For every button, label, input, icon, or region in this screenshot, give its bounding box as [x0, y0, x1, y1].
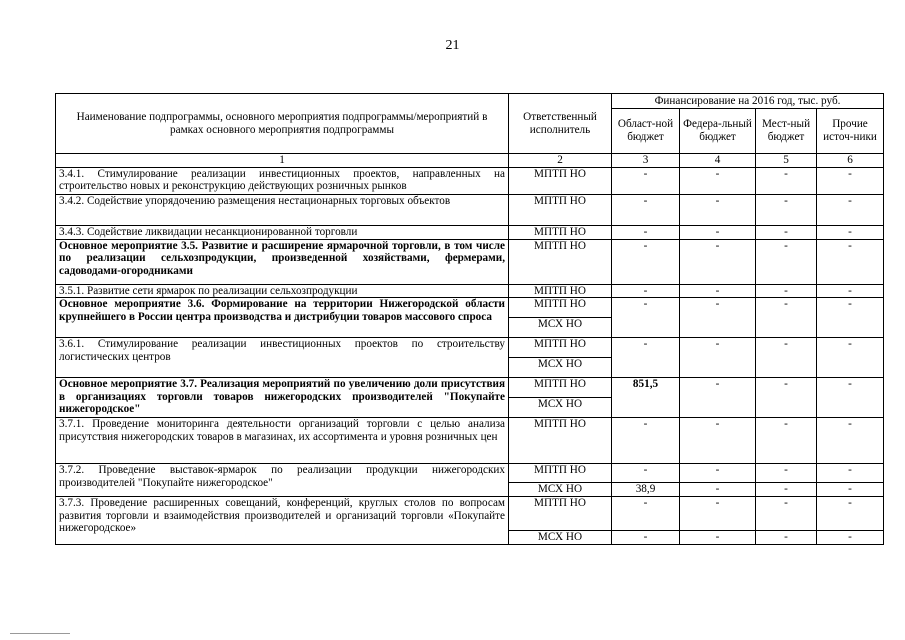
- row-value: -: [756, 497, 817, 531]
- col-num: 5: [756, 154, 817, 168]
- row-resp: МПТП НО: [509, 497, 612, 531]
- header-local: Мест-ный бюджет: [756, 109, 817, 154]
- col-num: 6: [817, 154, 884, 168]
- table-row: [56, 284, 884, 298]
- col-num: 2: [509, 154, 612, 168]
- row-name: 3.7.1. Проведение мониторинга деятельности организаций торговли с целью анализа присутствия нижегородских товаров в магазинах, их ассортимента и уровня розничных цен: [56, 418, 509, 464]
- table-row: [56, 378, 884, 398]
- row-resp: МПТП НО: [509, 194, 612, 225]
- row-value: -: [680, 418, 756, 464]
- row-name: 3.4.1. Стимулирование реализации инвестиционных проектов, направленных на строительство новых и реконструкцию действующих розничных рынков: [56, 167, 509, 194]
- row-value: -: [756, 225, 817, 239]
- row-value: -: [612, 531, 680, 545]
- row-value: -: [612, 464, 680, 483]
- row-value: -: [612, 194, 680, 225]
- row-value: -: [817, 298, 884, 338]
- row-value: -: [756, 167, 817, 194]
- row-name: Основное мероприятие 3.6. Формирование на территории Нижегородской области крупнейшего в России центра производства и дистрибуции товаров массового спроса: [56, 298, 509, 338]
- header-resp-col: Ответственный исполнитель: [509, 94, 612, 154]
- row-name: 3.7.3. Проведение расширенных совещаний, конференций, круглых столов по вопросам развития торговли и взаимодействия производителей и организаций торговли «Покупайте нижегородское»: [56, 497, 509, 545]
- row-value: 38,9: [612, 483, 680, 497]
- table-row: [56, 464, 884, 483]
- row-name: Основное мероприятие 3.7. Реализация мероприятий по увеличению доли присутствия в организациях торговли товаров нижегородских производителей "Покупайте нижегородское": [56, 378, 509, 418]
- row-name: 3.7.2. Проведение выставок-ярмарок по реализации продукции нижегородских производителей "Покупайте нижегородское": [56, 464, 509, 497]
- row-resp: МСХ НО: [509, 483, 612, 497]
- row-value: -: [756, 298, 817, 338]
- row-resp: МПТП НО: [509, 418, 612, 464]
- col-num: 1: [56, 154, 509, 168]
- row-resp: МСХ НО: [509, 398, 612, 418]
- scan-edge-divider: [10, 633, 70, 634]
- table-row: [56, 338, 884, 358]
- row-value: -: [680, 338, 756, 378]
- table-row: [56, 239, 884, 284]
- row-value: -: [817, 284, 884, 298]
- row-value: -: [817, 464, 884, 483]
- row-value: -: [817, 483, 884, 497]
- row-value: -: [612, 338, 680, 378]
- table-row: [56, 194, 884, 225]
- row-value: -: [756, 194, 817, 225]
- table-row: [56, 418, 884, 464]
- row-value: -: [817, 418, 884, 464]
- header-other: Прочие источ-ники: [817, 109, 884, 154]
- row-value: -: [680, 378, 756, 418]
- header-regional: Област-ной бюджет: [612, 109, 680, 154]
- row-resp: МПТП НО: [509, 298, 612, 318]
- row-value: -: [612, 418, 680, 464]
- row-value: -: [756, 284, 817, 298]
- row-name: 3.6.1. Стимулирование реализации инвестиционных проектов по строительству логистических центров: [56, 338, 509, 378]
- row-value: -: [817, 225, 884, 239]
- row-value: -: [612, 239, 680, 284]
- row-value: -: [817, 338, 884, 378]
- row-value: -: [680, 483, 756, 497]
- row-value: -: [680, 531, 756, 545]
- row-value: -: [612, 284, 680, 298]
- row-resp: МПТП НО: [509, 167, 612, 194]
- row-resp: МСХ НО: [509, 358, 612, 378]
- header-federal: Федера-льный бюджет: [680, 109, 756, 154]
- row-name: 3.5.1. Развитие сети ярмарок по реализации сельхозпродукции: [56, 284, 509, 298]
- row-resp: МПТП НО: [509, 338, 612, 358]
- row-value: -: [612, 167, 680, 194]
- page-number: 21: [445, 38, 460, 53]
- row-value: -: [756, 464, 817, 483]
- row-value: -: [756, 531, 817, 545]
- row-value: -: [612, 497, 680, 531]
- financing-table: [55, 93, 884, 545]
- row-resp: МСХ НО: [509, 318, 612, 338]
- header-name-col: Наименование подпрограммы, основного мероприятия подпрограммы/мероприятий в рамках основного мероприятия подпрограммы: [56, 94, 509, 154]
- row-value: -: [612, 298, 680, 338]
- header-financing: Финансирование на 2016 год, тыс. руб.: [612, 94, 884, 109]
- row-name: 3.4.2. Содействие упорядочению размещения нестационарных торговых объектов: [56, 194, 509, 225]
- row-resp: МПТП НО: [509, 284, 612, 298]
- row-value: -: [817, 167, 884, 194]
- row-name: 3.4.3. Содействие ликвидации несанкционированной торговли: [56, 225, 509, 239]
- col-num: 3: [612, 154, 680, 168]
- row-value: -: [756, 483, 817, 497]
- table-row: [56, 497, 884, 531]
- row-name: Основное мероприятие 3.5. Развитие и расширение ярмарочной торговли, в том числе по реализации сельхозпродукции, произведенной хозяйствами, фермерами, садоводами-огородниками: [56, 239, 509, 284]
- table-row: [56, 298, 884, 318]
- row-value: -: [817, 497, 884, 531]
- row-value: -: [680, 464, 756, 483]
- table-row: [56, 167, 884, 194]
- row-value: -: [817, 194, 884, 225]
- row-value: -: [680, 167, 756, 194]
- row-value: -: [680, 284, 756, 298]
- row-value: -: [817, 239, 884, 284]
- table-row: [56, 225, 884, 239]
- row-value: -: [680, 225, 756, 239]
- row-value: -: [680, 239, 756, 284]
- row-resp: МПТП НО: [509, 239, 612, 284]
- row-value: -: [817, 378, 884, 418]
- row-value: -: [756, 239, 817, 284]
- row-value: -: [817, 531, 884, 545]
- row-value: -: [756, 338, 817, 378]
- row-resp: МПТП НО: [509, 464, 612, 483]
- row-value: -: [756, 378, 817, 418]
- row-value: -: [756, 418, 817, 464]
- col-num: 4: [680, 154, 756, 168]
- row-value: -: [612, 225, 680, 239]
- row-resp: МПТП НО: [509, 225, 612, 239]
- row-value: -: [680, 298, 756, 338]
- row-value: 851,5: [612, 378, 680, 418]
- row-resp: МСХ НО: [509, 531, 612, 545]
- row-resp: МПТП НО: [509, 378, 612, 398]
- row-value: -: [680, 194, 756, 225]
- row-value: -: [680, 497, 756, 531]
